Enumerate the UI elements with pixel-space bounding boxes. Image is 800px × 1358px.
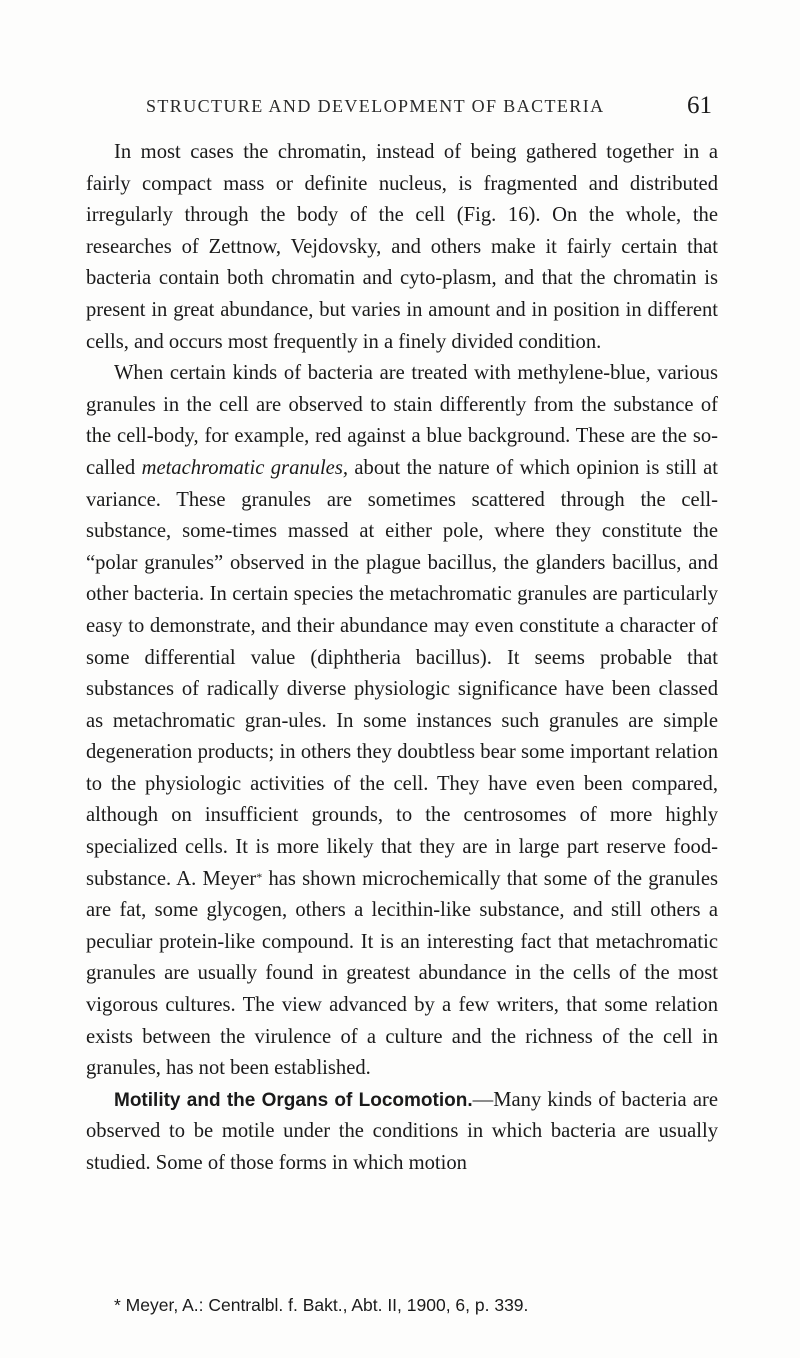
footnote-marker: * <box>256 869 263 884</box>
run-in-heading: Motility and the Organs of Locomotion. <box>114 1089 473 1111</box>
running-head-title: STRUCTURE AND DEVELOPMENT OF BACTERIA <box>146 96 605 116</box>
paragraph-text-after-marker: has shown microchemically that some of the granules are fat, some glycogen, others a lecithin-like substance, and still others a peculiar protein-like compound. It is an interesting fact that metachromatic granules are usually found in greatest abundance in the cells of the most vigorous cultures. The view advanced by a few writers, that some relation exists between the virulence of a culture and the richness of the cell in granules, has not been established. <box>86 867 718 1080</box>
paragraph-text: —Many kinds of bacteria are observed to be motile under the conditions in which bacteria are usually studied. Some of those forms in which motion <box>86 1088 718 1174</box>
italic-term: metachromatic granules, <box>141 456 348 479</box>
body-text <box>86 137 718 1180</box>
paragraph-motility <box>86 1085 718 1180</box>
page-number: 61 <box>687 92 712 119</box>
paragraph-text-before-italic: When certain kinds of bacteria are treated with methylene-blue, various granules in the cell are observed to stain differently from the substance of the cell-body, for example, red against a blue background. These are the so-called <box>86 362 718 479</box>
paragraph-text-after-italic: about the nature of which opinion is still at variance. These granules are sometimes scattered through the cell-substance, some-times massed at either pole, where they constitute the “polar granules” observed in the plague bacillus, the glanders bacillus, and other bacteria. In certain species the metachromatic granules are particularly easy to demonstrate, and their abundance may even constitute a character of some differential value (diphtheria bacillus). It seems probable that substances of radically diverse physiologic significance have been classed as metachromatic gran-ules. In some instances such granules are simple degeneration products; in others they doubtless bear some important relation to the physiologic activities of the cell. They have even been compared, although on insufficient grounds, to the centrosomes of more highly specialized cells. It is more likely that they are in large part reserve food-substance. A. Meyer <box>86 456 718 890</box>
paragraph-text: In most cases the chromatin, instead of being gathered together in a fairly compact mass or definite nucleus, is fragmented and distributed irregularly through the body of the cell (Fig. 16). On the whole, the researches of Zettnow, Vejdovsky, and others make it fairly certain that bacteria contain both chromatin and cyto-plasm, and that the chromatin is present in great abundance, but varies in amount and in position in different cells, and occurs most frequently in a finely divided condition. <box>86 141 718 353</box>
paragraph-chromatin <box>86 137 718 358</box>
paragraph-metachromatic-granules <box>86 358 718 1085</box>
footnote: * Meyer, A.: Centralbl. f. Bakt., Abt. II, 1900, 6, p. 339. <box>114 1295 529 1315</box>
